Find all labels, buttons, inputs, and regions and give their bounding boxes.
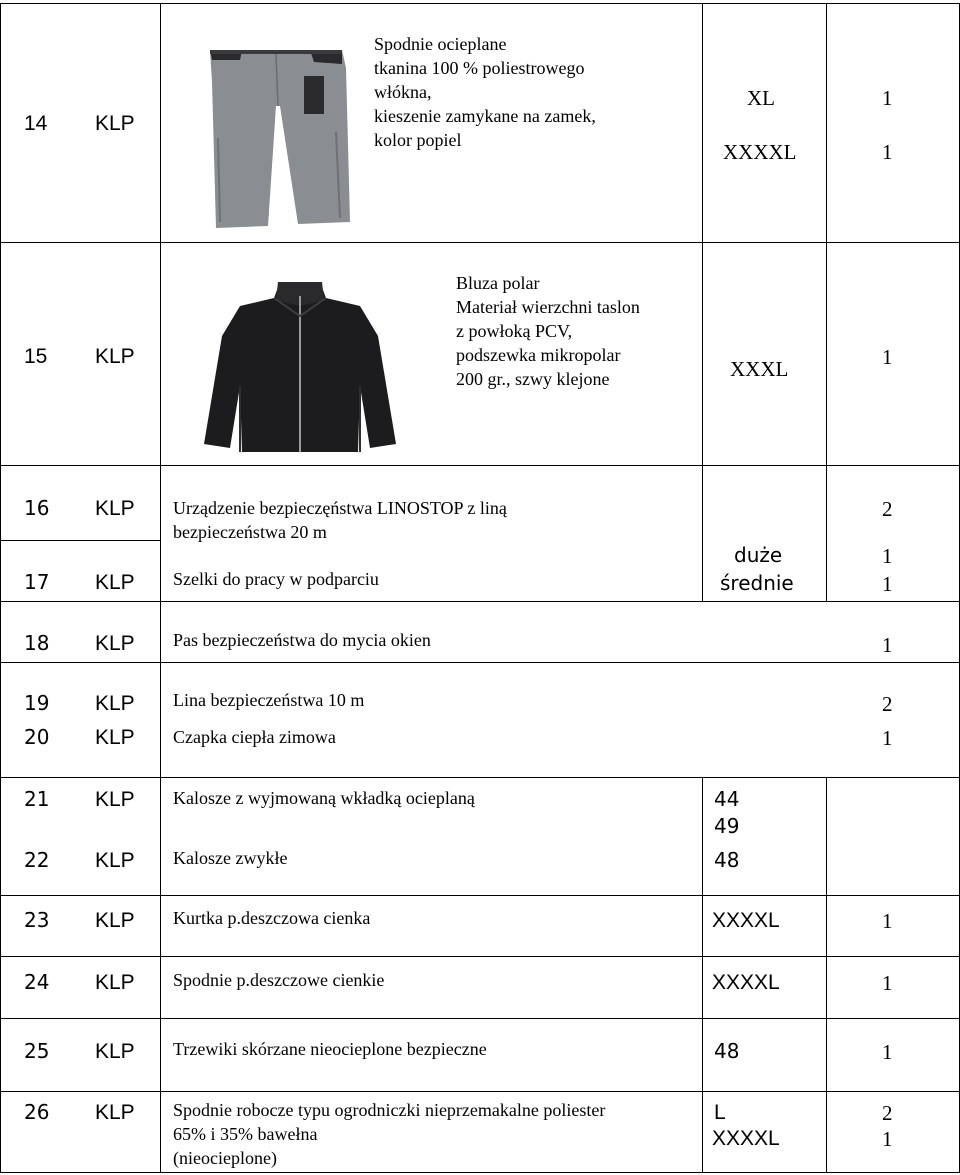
row-unit: KLP: [95, 788, 135, 811]
row-border: [0, 3, 960, 4]
row-number: 17: [24, 570, 50, 594]
item-description: [173, 725, 336, 749]
row-unit: KLP: [95, 1101, 135, 1124]
size-value: duże: [734, 543, 783, 567]
row-unit: KLP: [95, 112, 135, 135]
row-number: 20: [24, 725, 50, 749]
size-value: 48: [714, 848, 740, 872]
description-line: Szelki do pracy w podparciu: [173, 569, 379, 589]
description-line: Pas bezpieczeństwa do mycia okien: [173, 630, 431, 650]
row-unit: KLP: [95, 692, 135, 715]
item-description: [173, 567, 379, 591]
row-number: 18: [24, 631, 50, 655]
row-border: [0, 662, 960, 663]
row-border: [0, 1091, 960, 1092]
size-value: 49: [714, 814, 740, 838]
item-description: [173, 628, 431, 652]
description-line: Spodnie p.deszczowe cienkie: [173, 970, 385, 990]
item-description: [173, 906, 370, 930]
row-number: 21: [24, 787, 50, 811]
description-line: podszewka mikropolar: [456, 345, 621, 365]
column-border: [702, 777, 703, 895]
item-description: [173, 786, 475, 810]
quantity-value: 1: [882, 971, 893, 995]
quantity-value: 1: [882, 86, 893, 110]
row-unit: KLP: [95, 971, 135, 994]
quantity-value: 1: [882, 1127, 893, 1151]
column-border: [826, 777, 827, 895]
description-line: kolor popiel: [374, 130, 462, 150]
row-number: 25: [24, 1039, 50, 1063]
description-line: Czapka ciepła zimowa: [173, 727, 336, 747]
size-value: średnie: [720, 571, 794, 595]
description-line: z powłoką PCV,: [456, 321, 573, 341]
description-line: kieszenie zamykane na zamek,: [374, 106, 596, 126]
row-border: [0, 540, 160, 541]
quantity-value: 1: [882, 544, 893, 568]
description-line: Bluza polar: [456, 273, 540, 293]
row-number: 15: [24, 345, 48, 368]
quantity-value: 2: [882, 692, 893, 716]
description-line: tkanina 100 % poliestrowego: [374, 58, 585, 78]
item-description: [173, 846, 287, 870]
description-line: Trzewiki skórzane nieocieplone bezpieczne: [173, 1039, 487, 1059]
row-border: [0, 777, 960, 778]
row-border: [0, 601, 960, 602]
quantity-value: 1: [882, 345, 893, 369]
item-description: [173, 1098, 605, 1170]
column-border: [702, 895, 703, 1173]
quantity-value: 1: [882, 909, 893, 933]
description-line: włókna,: [374, 82, 432, 102]
size-value: L: [714, 1101, 726, 1124]
quantity-value: 2: [882, 1101, 893, 1125]
description-line: bezpieczeństwa 20 m: [173, 522, 327, 542]
row-unit: KLP: [95, 632, 135, 655]
item-description: [456, 271, 640, 391]
row-number: 24: [24, 970, 50, 994]
row-unit: KLP: [95, 1040, 135, 1063]
row-border: [0, 895, 960, 896]
size-value: XXXXL: [712, 909, 780, 932]
item-description: [173, 496, 507, 544]
row-border: [0, 242, 960, 243]
grey-work-trousers-photo: [196, 42, 356, 234]
item-description: [173, 968, 384, 992]
row-unit: KLP: [95, 909, 135, 932]
description-line: 200 gr., szwy klejone: [456, 369, 610, 389]
row-number: 23: [24, 908, 50, 932]
size-value: XXXXL: [712, 1127, 780, 1150]
row-unit: KLP: [95, 849, 135, 872]
row-border: [0, 465, 960, 466]
item-description: [173, 688, 364, 712]
column-border: [826, 895, 827, 1173]
description-line: Urządzenie bezpieczęństwa LINOSTOP z liną: [173, 498, 507, 518]
row-unit: KLP: [95, 345, 135, 368]
size-value: XXXXL: [723, 140, 797, 164]
row-unit: KLP: [95, 571, 135, 594]
row-number: 14: [24, 112, 48, 135]
quantity-value: 1: [882, 572, 893, 596]
size-value: XXXL: [730, 357, 789, 381]
size-value: 48: [714, 1039, 740, 1063]
description-line: Kalosze zwykłe: [173, 848, 288, 868]
row-unit: KLP: [95, 497, 135, 520]
item-description: [173, 1037, 487, 1061]
description-line: Kurtka p.deszczowa cienka: [173, 908, 371, 928]
column-border: [826, 3, 827, 601]
column-border: [702, 3, 703, 601]
row-border: [0, 1018, 960, 1019]
quantity-value: 1: [882, 1040, 893, 1064]
quantity-value: 2: [882, 497, 893, 521]
size-value: XXXXL: [712, 971, 780, 994]
row-border: [0, 956, 960, 957]
description-line: Spodnie ocieplane: [374, 34, 507, 54]
column-border: [160, 3, 161, 1173]
row-border: [0, 1172, 960, 1173]
row-number: 26: [24, 1100, 50, 1124]
description-line: (nieocieplone): [173, 1148, 277, 1168]
description-line: Kalosze z wyjmowaną wkładką ocieplaną: [173, 788, 475, 808]
item-description: [374, 32, 596, 152]
quantity-value: 1: [882, 633, 893, 657]
row-number: 22: [24, 848, 50, 872]
row-unit: KLP: [95, 726, 135, 749]
description-line: Materiał wierzchni taslon: [456, 297, 640, 317]
size-value: XL: [747, 86, 775, 110]
description-line: Spodnie robocze typu ogrodniczki nieprzemakalne poliester: [173, 1100, 606, 1120]
description-line: 65% i 35% bawełna: [173, 1124, 318, 1144]
quantity-value: 1: [882, 140, 893, 164]
quantity-value: 1: [882, 726, 893, 750]
description-line: Lina bezpieczeństwa 10 m: [173, 690, 365, 710]
size-value: 44: [714, 787, 740, 811]
column-border: [0, 3, 1, 1173]
row-number: 19: [24, 691, 50, 715]
black-fleece-jacket-photo: [200, 276, 400, 454]
row-number: 16: [24, 496, 50, 520]
